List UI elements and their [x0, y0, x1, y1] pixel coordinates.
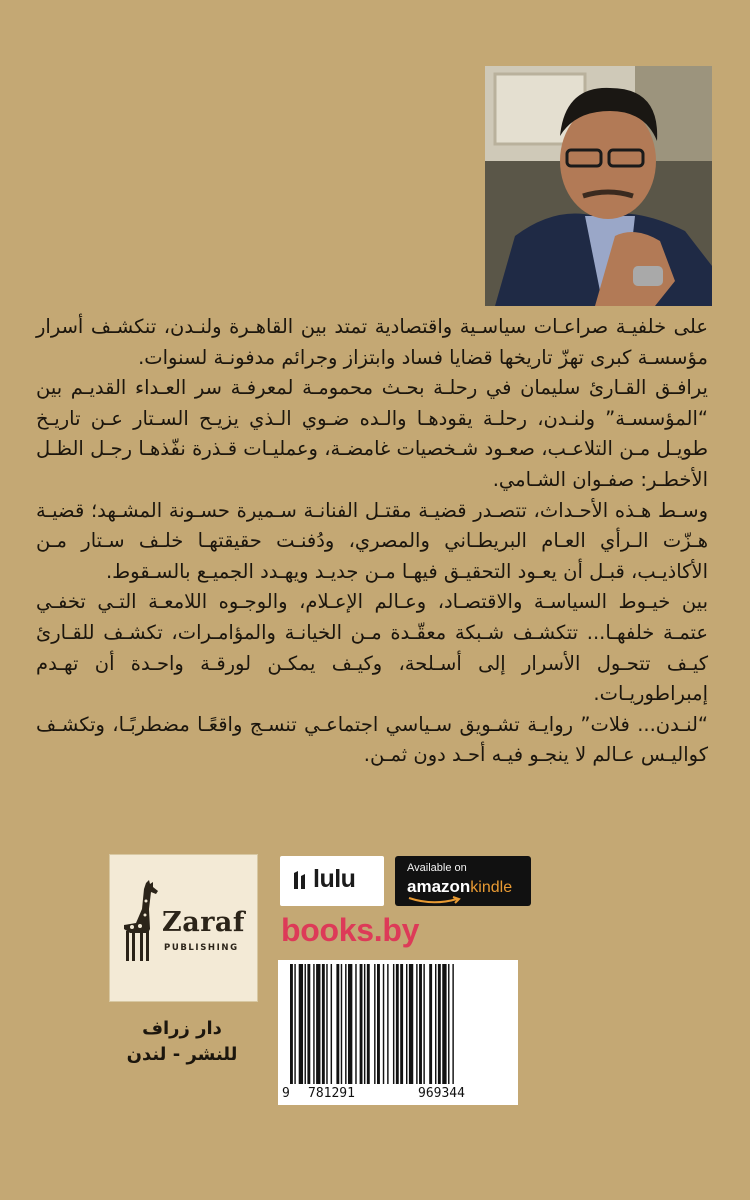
kindle-label: kindle: [470, 879, 513, 896]
booksby-logo: books.by: [281, 912, 420, 948]
amazon-smile-icon: [407, 896, 463, 904]
publisher-logo-name: Zaraf: [162, 907, 246, 938]
publisher-location-ar: للنشر - لندن: [126, 1044, 238, 1065]
amazon-kindle-badge: [395, 856, 531, 906]
synopsis-paragraph: بين خيـوط السياسـة والاقتصـاد، وعـالم الإعـلام، والوجـوه اللامعـة التـي تخفـي عتمـة خلفهـا... تتكشـف شـبكة معقّـدة مـن الخيانـة والمؤامـرات، تكشـف للقـارئ كيـف تتحـول الأسرار إلى أسـلحة، وكيـف يمكـن لورقـة واحـدة أن تهـدم إمبراطوريـات.: [36, 590, 708, 706]
lulu-label: lulu: [313, 865, 356, 893]
author-photo: [485, 66, 712, 306]
synopsis-paragraph: يرافـق القـارئ سليمان في رحلـة بحـث محمومـة لمعرفـة سر العـداء القديـم بين “المؤسسـة” ولنـدن، رحلـة يقودهـا والـده ضـوي الـذي يزيـح السـتار عـن تاريـخ طويـل مـن التلاعـب، صعـود شـخصيات غامضـة، وعمليـات قـذرة نفّذهـا رجـل الظـل الأخطـر: صفـوان الشـامي.: [36, 376, 708, 491]
synopsis-paragraph: وسـط هـذه الأحـداث، تتصـدر قضيـة مقتـل الفنانـة سـميرة حسـونة المشـهد؛ قضيـة هـزّت الـرأي العـام البريطـاني والمصري، ودُفنـت حقيقتهـا خلـف سـتار مـن الأكاذيـب، قبـل أن يعـود التحقيـق فيهـا مـن جديـد ويهـدد الجميـع بالسـقوط.: [36, 498, 708, 583]
barcode-right-digits: 969344: [418, 1086, 465, 1101]
barcode-lead-digit: 9: [282, 1086, 290, 1101]
amazon-brand: amazon: [407, 877, 471, 896]
lulu-mark-icon: [292, 869, 310, 891]
isbn-barcode: [278, 960, 518, 1105]
lulu-badge: [280, 856, 384, 906]
book-synopsis: [36, 312, 708, 771]
synopsis-paragraph: “لنـدن... فلات” روايـة تشـويق سـياسي اجتماعـي تنسـج واقعًـا مضطربًـا، وتكشـف كواليـس عـالم لا ينجـو فيـه أحـد دون ثمـن.: [36, 712, 708, 767]
barcode-bars: [278, 960, 518, 1105]
amazon-available-label: Available on: [407, 862, 467, 874]
giraffe-icon: [118, 879, 162, 963]
barcode-left-digits: 781291: [308, 1086, 355, 1101]
synopsis-paragraph: على خلفيـة صراعـات سياسـية واقتصادية تمتد بين القاهـرة ولنـدن، تنكشـف أسرار مؤسسـة كبرى تهزّ تاريخها قضايا فساد وابتزاز وجرائم مدفونـة لسنوات.: [36, 315, 708, 369]
amazon-kindle-label: [407, 877, 512, 897]
publisher-logo: [109, 854, 258, 1002]
publisher-arabic-name: [104, 1016, 260, 1068]
publisher-logo-subtitle: PUBLISHING: [164, 943, 239, 953]
publisher-name-ar: دار زراف: [142, 1018, 222, 1039]
